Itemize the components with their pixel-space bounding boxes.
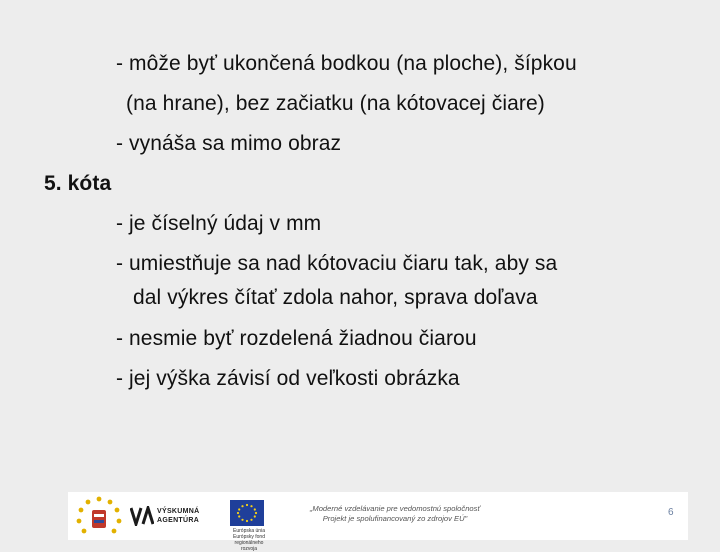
eu-logo bbox=[228, 500, 268, 552]
text-line-6: dal výkres čítať zdola nahor, sprava doľava bbox=[133, 286, 538, 309]
text-line-2: (na hrane), bez začiatku (na kótovacej čiare) bbox=[126, 92, 545, 115]
text-line-5: - umiestňuje sa nad kótovaciu čiaru tak, aby sa bbox=[116, 252, 558, 275]
text-line-8: - jej výška závisí od veľkosti obrázka bbox=[116, 367, 460, 390]
funding-note-line-2: Projekt je spolufinancovaný zo zdrojov EÚ" bbox=[322, 514, 468, 523]
research-agency-logo bbox=[130, 500, 218, 532]
text-line-3: - vynáša sa mimo obraz bbox=[116, 132, 342, 155]
project-funding-note bbox=[282, 504, 508, 524]
text-line-1: - môže byť ukončená bodkou (na ploche), šípkou bbox=[116, 52, 577, 75]
text-line-4: - je číselný údaj v mm bbox=[116, 212, 322, 235]
eu-caption-line-2: Európsky fond regionálneho rozvoja bbox=[233, 534, 265, 552]
agency-name-line-2: AGENTÚRA bbox=[157, 517, 200, 524]
stars-crest-logo bbox=[70, 494, 128, 538]
eu-flag-icon bbox=[230, 500, 264, 526]
agency-name-line-1: VÝSKUMNÁ bbox=[157, 508, 200, 515]
footer-logo-bar bbox=[68, 492, 688, 552]
va-logo-icon bbox=[130, 506, 154, 526]
page-number: 6 bbox=[668, 507, 674, 518]
eu-caption-line-1: Európska únia bbox=[233, 528, 265, 534]
text-line-7: - nesmie byť rozdelená žiadnou čiarou bbox=[116, 327, 477, 350]
funding-note-line-1: „Moderné vzdelávanie pre vedomostnú spoločnosť bbox=[309, 504, 481, 513]
section-heading: 5. kóta bbox=[44, 172, 112, 195]
